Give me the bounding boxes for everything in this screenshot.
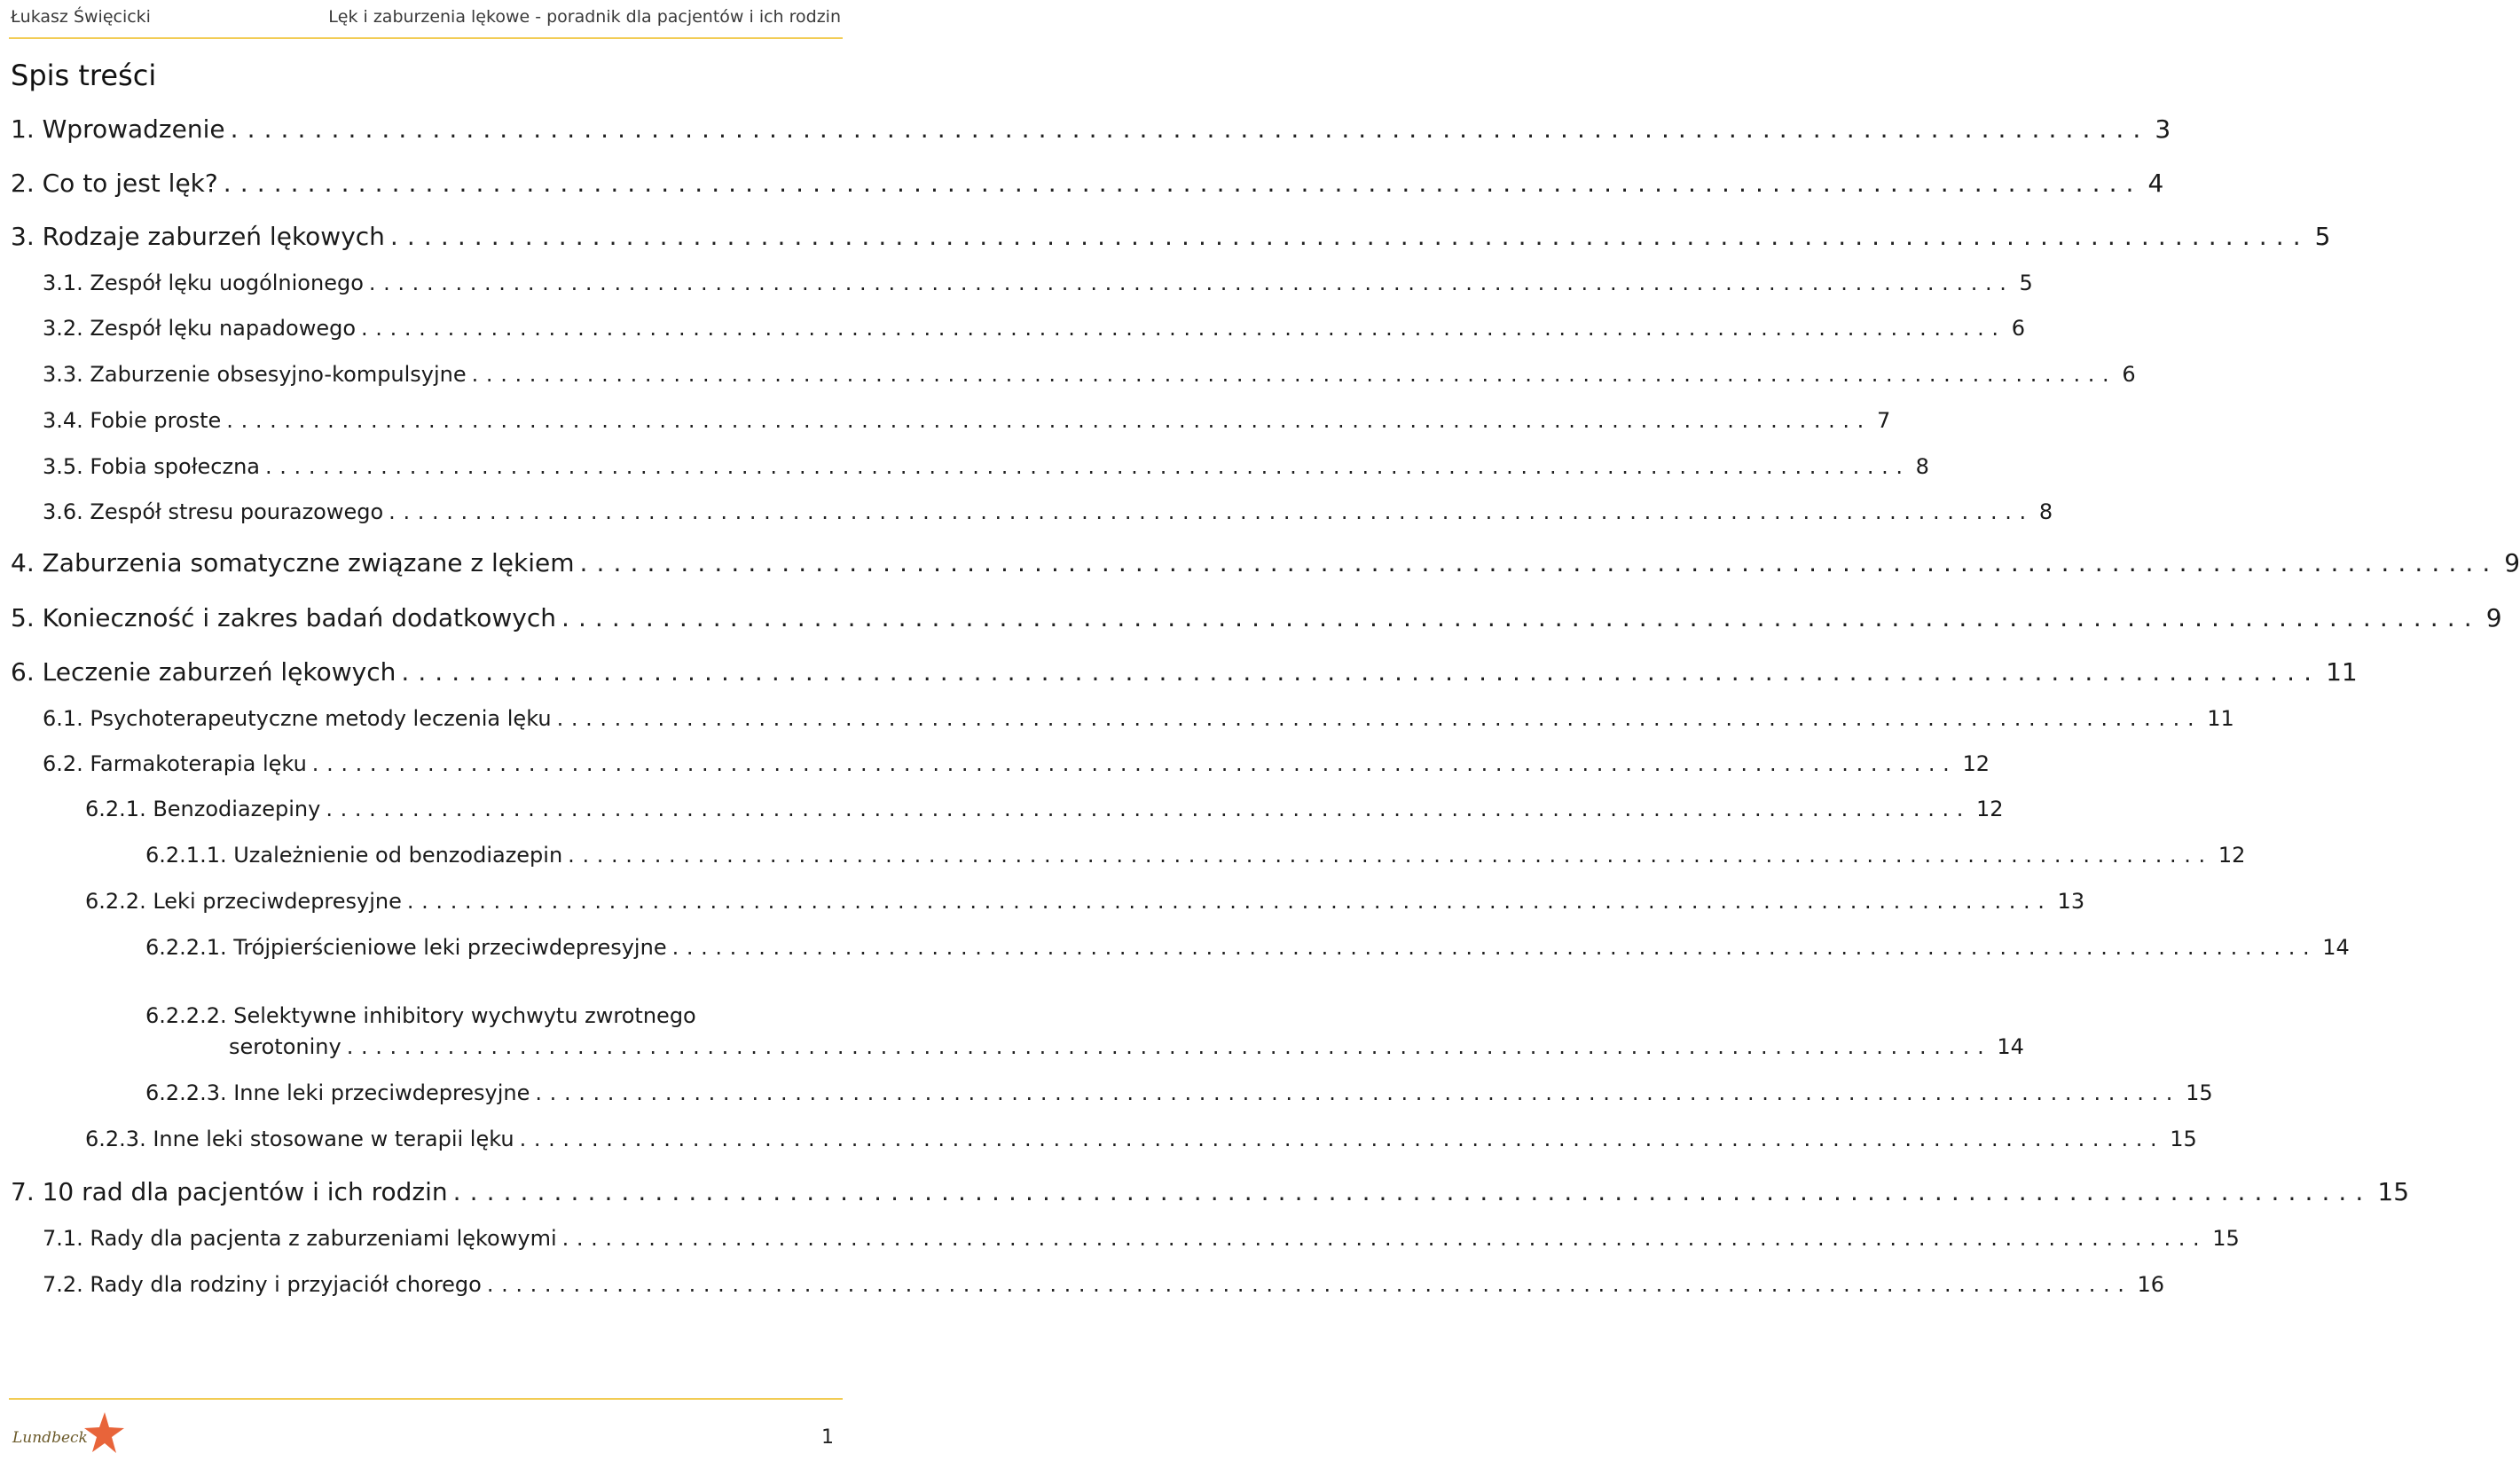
dot-leader: ..................................................................................................................: [471, 362, 2117, 387]
toc-entry-page: 12: [2218, 843, 2246, 868]
toc-entry-page: 8: [2038, 499, 2053, 524]
toc-entry-label: 3.1. Zespół lęku uogólnionego: [43, 271, 364, 295]
dot-leader: ..................................................................................................................: [519, 1127, 2165, 1151]
starfish-icon: [84, 1412, 124, 1453]
toc-entry-page: 9: [2504, 548, 2520, 577]
dot-leader: ..................................................................................................................: [368, 271, 2014, 295]
toc-entry-page: 3: [2155, 114, 2171, 144]
toc-entry[interactable]: [11, 169, 2164, 204]
toc-entry-label: 3.2. Zespół lęku napadowego: [43, 316, 357, 341]
toc-entry-label: 3.5. Fobia społeczna: [43, 454, 261, 479]
dot-leader: ..................................................................................................................: [230, 114, 2150, 144]
toc-entry[interactable]: [145, 1080, 2213, 1111]
dot-leader: ..................................................................................................................: [223, 169, 2143, 198]
dot-leader: ..................................................................................................................: [401, 657, 2321, 687]
dot-leader: ..................................................................................................................: [406, 889, 2053, 914]
toc-entry[interactable]: [85, 1127, 2197, 1157]
toc-entry-page: 5: [2314, 222, 2331, 251]
toc-entry[interactable]: [43, 1226, 2240, 1256]
dot-leader: ..................................................................................................................: [535, 1080, 2181, 1105]
toc-entry[interactable]: [43, 706, 2234, 736]
toc-entry-label: 6.2.1. Benzodiazepiny: [85, 797, 321, 821]
toc-entry-page: 14: [1997, 1034, 2024, 1059]
toc-entry-label: 6.2.2.1. Trójpierścieniowe leki przeciwdepresyjne: [145, 935, 667, 960]
toc-entry[interactable]: [11, 603, 2502, 639]
toc-title: Spis treści: [11, 59, 157, 92]
toc-entry[interactable]: [11, 548, 2520, 584]
toc-entry[interactable]: [11, 1177, 2410, 1213]
toc-entry[interactable]: [43, 751, 1990, 782]
toc-entry-label: 3.4. Fobie proste: [43, 408, 222, 433]
toc-entry[interactable]: [43, 454, 1929, 484]
dot-leader: ..................................................................................................................: [452, 1177, 2373, 1206]
toc-entry-page: 11: [2326, 657, 2358, 687]
toc-entry[interactable]: [145, 935, 2350, 965]
toc-entry[interactable]: [85, 797, 2004, 827]
toc-entry-label: 2. Co to jest lęk?: [11, 169, 218, 198]
toc-entry-label: 6.2.3. Inne leki stosowane w terapii lęku: [85, 1127, 514, 1151]
dot-leader: ..................................................................................................................: [265, 454, 1911, 479]
toc-entry-page: 12: [1976, 797, 2004, 821]
dot-leader: ..................................................................................................................: [346, 1034, 1992, 1059]
toc-entry-label: 7. 10 rad dla pacjentów i ich rodzin: [11, 1177, 448, 1206]
toc-entry[interactable]: [43, 499, 2053, 530]
dot-leader: ..................................................................................................................: [326, 797, 1971, 821]
toc-entry-page: 16: [2137, 1272, 2165, 1297]
toc-entry-page: 6: [2011, 316, 2025, 341]
toc-entry[interactable]: [43, 408, 1891, 438]
dot-leader: ..................................................................................................................: [561, 1226, 2208, 1251]
dot-leader: ..................................................................................................................: [561, 603, 2481, 632]
toc-entry[interactable]: [85, 889, 2085, 919]
toc-entry-label: 4. Zaburzenia somatyczne związane z lękiem: [11, 548, 575, 577]
toc-entry-label: 6. Leczenie zaburzeń lękowych: [11, 657, 396, 687]
dot-leader: ..................................................................................................................: [579, 548, 2500, 577]
lundbeck-logo: [11, 1410, 126, 1457]
toc-entry-label: 6.2. Farmakoterapia lęku: [43, 751, 307, 776]
toc-entry-page: 7: [1876, 408, 1891, 433]
toc-entry[interactable]: [11, 657, 2358, 693]
toc-entry-label: 3.6. Zespół stresu pourazowego: [43, 499, 384, 524]
toc-entry-label: 3. Rodzaje zaburzeń lękowych: [11, 222, 385, 251]
toc-entry-page: 4: [2147, 169, 2164, 198]
logo-wordmark: Lundbeck: [12, 1429, 88, 1447]
dot-leader: ..................................................................................................................: [486, 1272, 2132, 1297]
toc-entry[interactable]: [145, 843, 2246, 873]
toc-entry-label: 7.2. Rady dla rodziny i przyjaciół chorego: [43, 1272, 482, 1297]
dot-leader: ..................................................................................................................: [361, 316, 2006, 341]
toc-entry[interactable]: [43, 362, 2136, 392]
header-author: Łukasz Święcicki: [11, 7, 151, 27]
toc-entry[interactable]: [43, 316, 2025, 346]
toc-entry-label: serotoniny: [229, 1034, 341, 1059]
toc-entry-page: 8: [1915, 454, 1929, 479]
toc-entry[interactable]: [43, 1272, 2165, 1302]
toc-entry-page: 15: [2377, 1177, 2410, 1206]
page-number: 1: [821, 1426, 834, 1449]
toc-entry-page: 6: [2122, 362, 2136, 387]
toc-entry-page: 13: [2057, 889, 2085, 914]
toc-entry-page: 12: [1962, 751, 1990, 776]
toc-entry[interactable]: [229, 1034, 2024, 1064]
toc-entry-label: 7.1. Rady dla pacjenta z zaburzeniami lękowymi: [43, 1226, 557, 1251]
toc-entry-page: 14: [2322, 935, 2350, 960]
toc-entry-label-line1: 6.2.2.2. Selektywne inhibitory wychwytu zwrotnego: [145, 1003, 696, 1028]
toc-entry-page: 15: [2186, 1080, 2213, 1105]
toc-entry-page: 9: [2485, 603, 2502, 632]
toc-entry-label: 6.2.2. Leki przeciwdepresyjne: [85, 889, 402, 914]
toc-entry-label: 6.1. Psychoterapeutyczne metody leczenia lęku: [43, 706, 552, 731]
dot-leader: ..................................................................................................................: [389, 222, 2310, 251]
dot-leader: ..................................................................................................................: [556, 706, 2202, 731]
toc-entry-label: 1. Wprowadzenie: [11, 114, 225, 144]
toc-entry-label: 6.2.1.1. Uzależnienie od benzodiazepin: [145, 843, 563, 868]
toc-entry-page: 11: [2207, 706, 2234, 731]
header-book-title: Lęk i zaburzenia lękowe - poradnik dla pacjentów i ich rodzin: [328, 7, 841, 27]
footer-rule: [9, 1398, 843, 1400]
dot-leader: ..................................................................................................................: [671, 935, 2318, 960]
dot-leader: ..................................................................................................................: [226, 408, 1872, 433]
toc-entry[interactable]: [11, 114, 2171, 150]
toc-entry-label: 3.3. Zaburzenie obsesyjno-kompulsyjne: [43, 362, 467, 387]
toc-entry-page: 15: [2170, 1127, 2197, 1151]
toc-entry-label: 6.2.2.3. Inne leki przeciwdepresyjne: [145, 1080, 530, 1105]
dot-leader: ..................................................................................................................: [389, 499, 2034, 524]
toc-entry-page: 5: [2019, 271, 2033, 295]
toc-entry-label: 5. Konieczność i zakres badań dodatkowych: [11, 603, 556, 632]
toc-entry[interactable]: [11, 222, 2331, 257]
dot-leader: ..................................................................................................................: [311, 751, 1958, 776]
toc-entry-page: 15: [2212, 1226, 2240, 1251]
toc-entry[interactable]: [43, 271, 2033, 301]
dot-leader: ..................................................................................................................: [568, 843, 2213, 868]
